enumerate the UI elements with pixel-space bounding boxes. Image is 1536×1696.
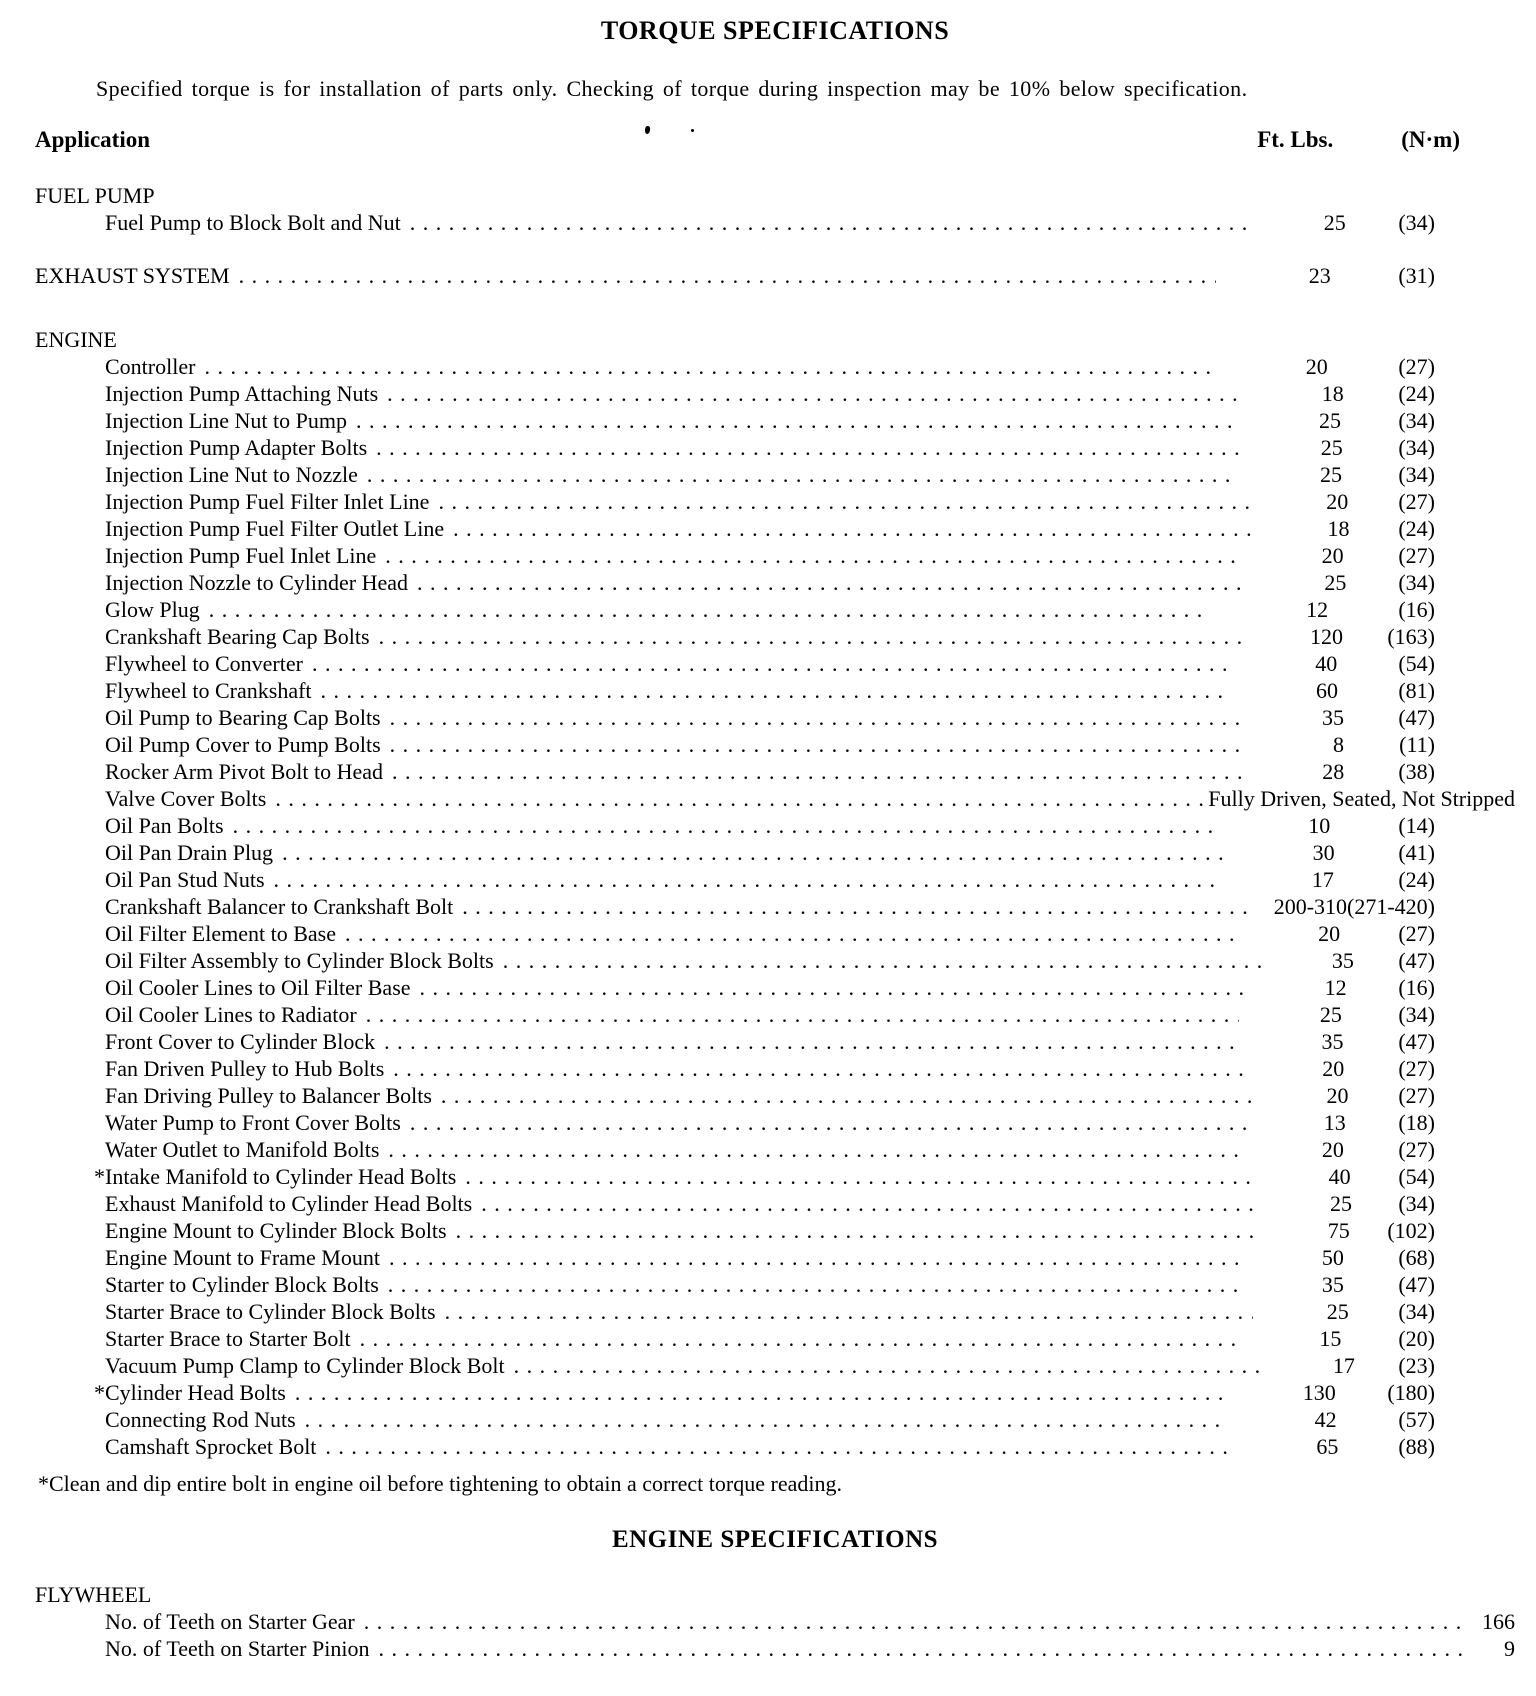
dot-leader [390,704,1244,731]
spec-row [35,731,1515,758]
column-header-nm: (N·m) [1401,127,1460,152]
spec-label: Engine Mount to Frame Mount [105,1245,380,1270]
nm-value: (34) [1398,1191,1435,1216]
spec-label: No. of Teeth on Starter Gear [105,1609,355,1634]
nm-value: (27) [1398,1083,1435,1108]
nm-value: (34) [1398,462,1436,487]
spec-row [35,380,1515,407]
spec-row [35,1217,1515,1244]
dot-leader [282,839,1224,866]
dot-leader [376,434,1241,461]
ft-lbs-value: 120 [1310,624,1343,649]
dot-leader [379,623,1242,650]
engine-specifications-table [35,1581,1515,1662]
spec-row [35,569,1515,596]
spec-row [35,1028,1515,1055]
spec-section [35,182,1515,236]
spec-row [35,434,1515,461]
spec-row [35,1136,1515,1163]
spec-note: Fully Driven, Seated, Not Stripped [1208,786,1515,811]
nm-value: (27) [1398,543,1435,568]
spec-row [35,920,1515,947]
spec-label: Starter Brace to Starter Bolt [105,1326,351,1351]
dot-leader [389,1244,1243,1271]
spec-value: 166 [1482,1609,1515,1634]
ft-lbs-value: 18 [1321,381,1344,406]
ft-lbs-value: 18 [1327,516,1350,541]
spec-row [35,407,1515,434]
ft-lbs-value: 25 [1324,570,1347,595]
spec-value: 9 [1504,1636,1515,1661]
ft-lbs-value: 130 [1302,1380,1336,1405]
dot-leader [366,1001,1239,1028]
section-heading-row [35,1581,1515,1608]
ft-lbs-value: 42 [1314,1407,1337,1432]
ft-lbs-value: 28 [1322,759,1345,784]
spec-label: Fan Driving Pulley to Balancer Bolts [105,1083,432,1108]
spec-row [35,1271,1515,1298]
column-header-application: Application [35,127,151,152]
section-heading-row [35,326,1515,353]
section-heading: ENGINE [35,327,117,352]
ft-lbs-value: 25 [1320,435,1343,460]
nm-value: (34) [1398,1002,1435,1027]
spec-row [35,1190,1515,1217]
spec-label: No. of Teeth on Starter Pinion [105,1636,370,1661]
dot-leader [417,569,1248,596]
nm-value: (57) [1398,1407,1436,1432]
nm-value: (47) [1398,948,1435,973]
spec-label: Rocker Arm Pivot Bolt to Head [105,759,384,784]
nm-value: (102) [1387,1218,1435,1243]
spec-label: Exhaust Manifold to Cylinder Head Bolts [105,1191,473,1216]
spec-row [35,1352,1515,1379]
ft-lbs-value: 17 [1311,867,1334,892]
spec-label: Starter to Cylinder Block Bolts [105,1272,379,1297]
spec-label: Injection Pump Fuel Filter Inlet Line [105,489,430,514]
dot-leader [204,353,1209,380]
spec-row [35,515,1515,542]
spec-label: *Intake Manifold to Cylinder Head Bolts [94,1164,457,1189]
nm-value: (81) [1398,678,1435,703]
spec-label: *Cylinder Head Bolts [94,1380,286,1405]
ft-lbs-value: 40 [1328,1164,1351,1189]
dot-leader [420,974,1249,1001]
ft-lbs-value: 20 [1326,489,1349,514]
nm-value: (18) [1398,1110,1435,1135]
ft-lbs-value: 8 [1332,732,1344,757]
spec-label: Valve Cover Bolts [105,786,267,811]
spec-row [35,974,1515,1001]
ft-lbs-value: 75 [1327,1218,1350,1243]
dot-leader [312,650,1229,677]
dot-leader [209,596,1211,623]
spec-row [35,461,1515,488]
spec-row [35,1406,1515,1433]
nm-value: (38) [1398,759,1435,784]
nm-value: (54) [1398,651,1435,676]
nm-value: (163) [1387,624,1435,649]
ft-lbs-value: 12 [1324,975,1347,1000]
spec-row [35,704,1515,731]
dot-leader [393,1055,1244,1082]
dot-leader [438,488,1252,515]
ft-lbs-value: 20 [1322,1056,1345,1081]
ft-lbs-value: 35 [1321,705,1344,730]
spec-label: Injection Pump Adapter Bolts [105,435,368,460]
spec-label: Fan Driven Pulley to Hub Bolts [105,1056,385,1081]
nm-value: (27) [1398,489,1435,514]
nm-value: (47) [1398,1272,1435,1297]
ft-lbs-value: 25 [1329,1191,1352,1216]
dot-leader [462,893,1253,920]
spec-label: Vacuum Pump Clamp to Cylinder Block Bolt [105,1353,505,1378]
ft-lbs-value: 20 [1318,921,1341,946]
dot-leader [410,209,1247,236]
nm-value: (271-420) [1347,894,1435,919]
spec-label: Injection Pump Attaching Nuts [105,381,379,406]
ft-lbs-value: 20 [1305,354,1328,379]
spec-row [35,1244,1515,1271]
dot-leader [481,1190,1260,1217]
spec-row [35,542,1515,569]
spec-row [35,1082,1515,1109]
spec-row [35,353,1515,380]
spec-row [35,866,1515,893]
dot-leader [274,866,1223,893]
spec-row [35,947,1515,974]
nm-value: (27) [1398,354,1435,379]
nm-value: (20) [1398,1326,1435,1351]
nm-value: (34) [1398,1299,1435,1324]
dot-leader [503,947,1264,974]
nm-value: (24) [1398,867,1435,892]
spec-section [35,326,1515,1460]
spec-label: Camshaft Sprocket Bolt [105,1434,317,1459]
torque-table [35,182,1515,1460]
ft-lbs-value: 25 [1319,1002,1342,1027]
spec-label: Controller [105,354,196,379]
section-heading-row [35,182,1515,209]
nm-value: (11) [1399,732,1435,757]
column-header-ft-lbs: Ft. Lbs. [1257,127,1334,152]
ft-lbs-value: 25 [1319,408,1342,433]
nm-value: (68) [1398,1245,1435,1270]
page-title: TORQUE SPECIFICATIONS [600,16,950,45]
nm-value: (47) [1398,1029,1435,1054]
spec-label: Water Pump to Front Cover Bolts [105,1110,401,1135]
spec-row [35,677,1515,704]
spec-row [35,893,1515,920]
dot-leader [384,1028,1242,1055]
dot-leader [305,1406,1228,1433]
column-header-row [35,126,1515,153]
dot-leader [445,1298,1254,1325]
dot-leader [295,1379,1226,1406]
ft-lbs-value: 20 [1326,1083,1349,1108]
nm-value: (88) [1398,1434,1435,1459]
nm-value: (27) [1398,1056,1435,1081]
ft-lbs-value: 20 [1321,1137,1344,1162]
spec-row [35,1055,1515,1082]
dot-leader [325,1433,1231,1460]
nm-value: (34) [1398,435,1435,460]
ft-lbs-value: 200-310 [1273,894,1348,919]
section-heading: EXHAUST SYSTEM [35,263,230,288]
ft-lbs-value: 65 [1316,1434,1339,1459]
spec-row [35,1298,1515,1325]
nm-value: (54) [1398,1164,1435,1189]
spec-label: Oil Cooler Lines to Radiator [105,1002,357,1027]
spec-section [35,262,1515,289]
spec-label: Oil Filter Element to Base [105,921,336,946]
nm-value: (27) [1398,921,1435,946]
dot-leader [239,262,1216,289]
footnote-text: *Clean and dip entire bolt in engine oil before tightening to obtain a correct torque reading. [38,1471,842,1496]
spec-label: Front Cover to Cylinder Block [105,1029,376,1054]
ft-lbs-value: 20 [1321,543,1344,568]
nm-value: (41) [1398,840,1435,865]
nm-value: (34) [1398,210,1436,235]
spec-label: Fuel Pump to Block Bolt and Nut [105,210,401,235]
spec-row [35,650,1515,677]
dot-leader [390,731,1244,758]
ft-lbs-value: 10 [1308,813,1331,838]
spec-row [35,1379,1515,1406]
spec-label: Water Outlet to Manifold Bolts [105,1137,380,1162]
nm-value: (180) [1387,1380,1436,1405]
dot-leader [321,677,1231,704]
dot-leader [364,1608,1470,1635]
spec-label: Connecting Rod Nuts [105,1407,296,1432]
dot-leader [356,407,1237,434]
spec-row [35,812,1515,839]
spec-label: Oil Cooler Lines to Oil Filter Base [105,975,411,1000]
nm-value: (14) [1398,813,1435,838]
ft-lbs-value: 25 [1320,462,1342,487]
ft-lbs-value: 60 [1315,678,1338,703]
spec-label: Injection Line Nut to Nozzle [105,462,358,487]
dot-leader [345,920,1235,947]
spec-row [35,839,1515,866]
ft-lbs-value: 12 [1306,597,1329,622]
ft-lbs-value: 50 [1321,1245,1344,1270]
ft-lbs-value: 25 [1323,210,1346,235]
spec-row [35,623,1515,650]
spec-row [35,1163,1515,1190]
spec-row [35,1001,1515,1028]
ft-lbs-value: 40 [1315,651,1338,676]
nm-value: (27) [1398,1137,1435,1162]
spec-label: Flywheel to Converter [105,651,303,676]
spec-label: Injection Line Nut to Pump [105,408,347,433]
spec-row [35,596,1515,623]
dot-leader [233,812,1215,839]
intro-text: Specified torque is for installation of parts only. Checking of torque during inspection may be 10% below specification. [96,76,1248,101]
ft-lbs-value: 35 [1321,1029,1344,1054]
dot-leader [360,1325,1238,1352]
dot-leader [378,1635,1470,1662]
spec-label: Oil Pan Drain Plug [105,840,274,865]
ft-lbs-value: 30 [1312,840,1335,865]
spec-label: Glow Plug [105,597,200,622]
spec-section [35,1581,1515,1662]
spec-label: Starter Brace to Cylinder Block Bolts [105,1299,436,1324]
dot-leader [388,1136,1243,1163]
nm-value: (16) [1398,975,1435,1000]
spec-label: Injection Pump Fuel Inlet Line [105,543,377,568]
section-heading: FLYWHEEL [35,1582,152,1607]
nm-value: (31) [1398,263,1436,288]
section-heading-row [35,262,1515,289]
spec-label: Crankshaft Balancer to Crankshaft Bolt [105,894,454,919]
spec-label: Oil Pan Stud Nuts [105,867,265,892]
spec-label: Oil Pump to Bearing Cap Bolts [105,705,381,730]
dot-leader [441,1082,1253,1109]
ft-lbs-value: 23 [1308,263,1331,288]
dot-leader [387,380,1243,407]
ft-lbs-value: 35 [1331,948,1354,973]
dot-leader [392,758,1244,785]
spec-row [35,758,1515,785]
spec-row [35,1608,1515,1635]
spec-row [35,488,1515,515]
nm-value: (47) [1398,705,1436,730]
section-heading: FUEL PUMP [35,183,155,208]
ft-lbs-value: 13 [1323,1110,1346,1135]
spec-row [35,1325,1515,1352]
spec-label: Oil Pan Bolts [105,813,224,838]
nm-value: (34) [1398,408,1435,433]
spec-row [35,1635,1515,1662]
ft-lbs-value: 17 [1332,1353,1355,1378]
spec-label: Oil Filter Assembly to Cylinder Block Bolts [105,948,494,973]
spec-label: Flywheel to Crankshaft [105,678,312,703]
dot-leader [367,461,1239,488]
spec-label: Injection Nozzle to Cylinder Head [105,570,409,595]
spec-row [35,209,1515,236]
ft-lbs-value: 35 [1321,1272,1344,1297]
nm-value: (23) [1398,1353,1435,1378]
dot-leader [514,1352,1266,1379]
spec-label: Crankshaft Bearing Cap Bolts [105,624,370,649]
dot-leader [453,515,1255,542]
dot-leader [465,1163,1257,1190]
spec-label: Injection Pump Fuel Filter Outlet Line [105,516,445,541]
nm-value: (16) [1398,597,1435,622]
dot-leader [410,1109,1247,1136]
engine-specifications-title: ENGINE SPECIFICATIONS [611,1526,939,1553]
dot-leader [388,1271,1243,1298]
ft-lbs-value: 15 [1319,1326,1342,1351]
spec-label: Oil Pump Cover to Pump Bolts [105,732,381,757]
spec-row [35,1433,1515,1460]
spec-row [35,785,1515,812]
scan-artifact [691,129,694,132]
nm-value: (24) [1398,516,1435,541]
dot-leader [275,785,1204,812]
ft-lbs-value: 25 [1326,1299,1349,1324]
spec-label: Engine Mount to Cylinder Block Bolts [105,1218,447,1243]
dot-leader [456,1217,1256,1244]
dot-leader [385,542,1242,569]
spec-row [35,1109,1515,1136]
nm-value: (34) [1398,570,1435,595]
nm-value: (24) [1398,381,1435,406]
